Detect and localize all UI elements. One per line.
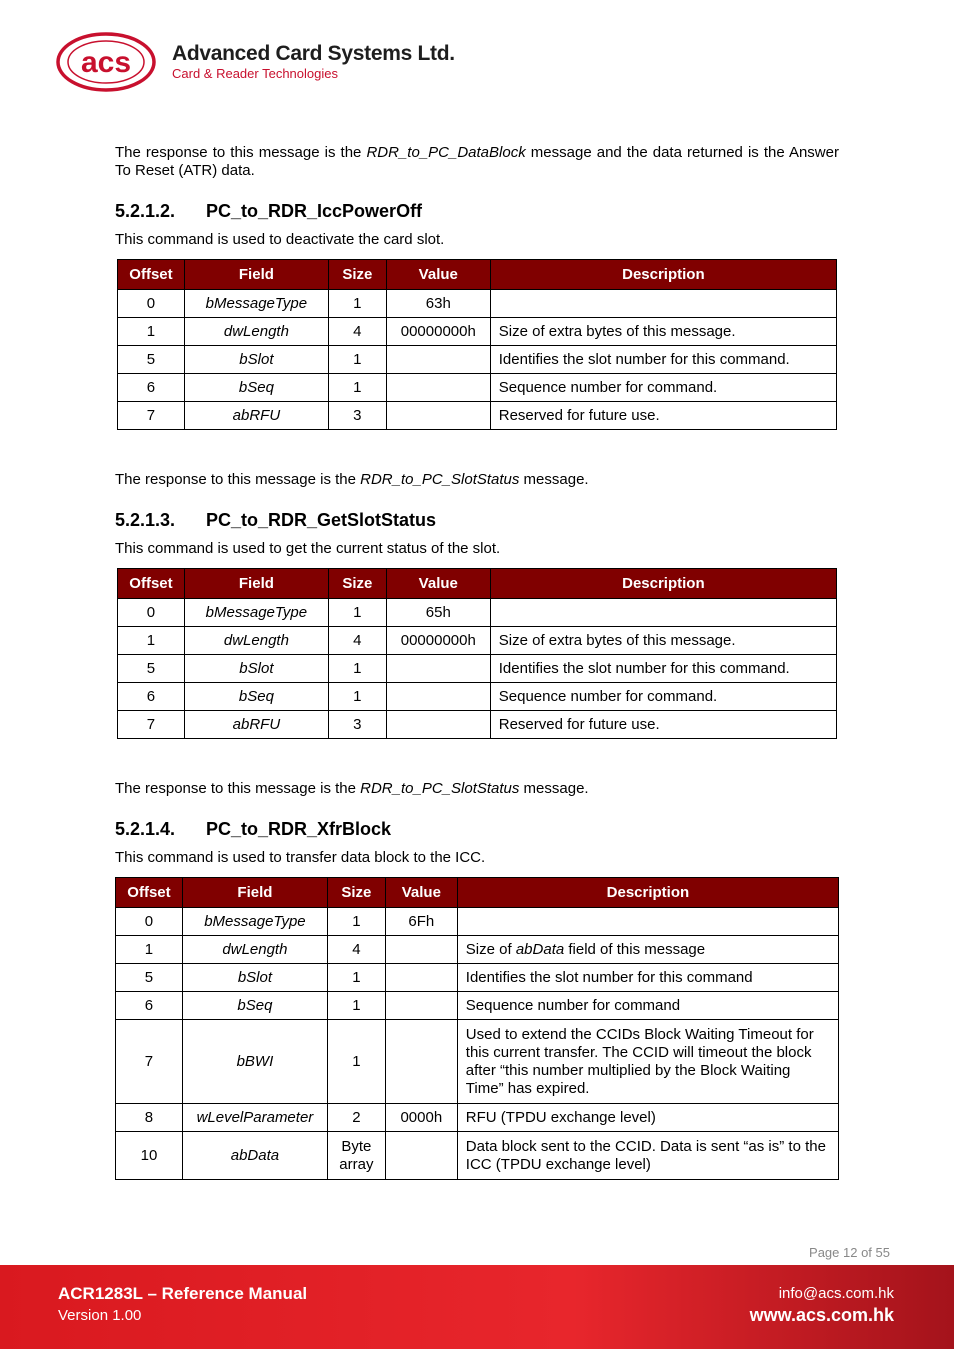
column-header: Value bbox=[386, 260, 490, 290]
size-cell: 1 bbox=[327, 992, 385, 1020]
description-cell: Size of abData field of this message bbox=[457, 936, 838, 964]
size-cell: 4 bbox=[328, 318, 386, 346]
table-row bbox=[118, 346, 837, 374]
offset-cell: 1 bbox=[118, 318, 185, 346]
description-cell: Used to extend the CCIDs Block Waiting Timeout for this current transfer. The CCID will timeout the block after “this number multiplied by the Block Waiting Time” has expired. bbox=[457, 1020, 838, 1104]
field-cell: bMessageType bbox=[184, 599, 328, 627]
column-header: Value bbox=[386, 569, 490, 599]
table-row bbox=[118, 627, 837, 655]
column-header: Size bbox=[327, 878, 385, 908]
size-cell: 1 bbox=[328, 655, 386, 683]
contact-email-link[interactable]: info@acs.com.hk bbox=[778, 1285, 894, 1302]
value-cell bbox=[386, 711, 490, 739]
column-header: Offset bbox=[118, 569, 185, 599]
size-cell: 1 bbox=[327, 908, 385, 936]
description-cell bbox=[490, 290, 836, 318]
column-header: Description bbox=[490, 260, 836, 290]
size-cell: 4 bbox=[327, 936, 385, 964]
table-row bbox=[118, 683, 837, 711]
size-cell: 1 bbox=[328, 599, 386, 627]
offset-cell: 10 bbox=[116, 1132, 183, 1180]
size-cell: 2 bbox=[327, 1104, 385, 1132]
field-cell: bSlot bbox=[184, 655, 328, 683]
size-cell: 4 bbox=[328, 627, 386, 655]
value-cell bbox=[386, 683, 490, 711]
table-header-row bbox=[118, 260, 837, 290]
table-row bbox=[116, 964, 839, 992]
section-heading: 5.2.1.3. PC_to_RDR_GetSlotStatus bbox=[115, 510, 437, 530]
offset-cell: 7 bbox=[116, 1020, 183, 1104]
table-row bbox=[116, 936, 839, 964]
svg-text:acs: acs bbox=[80, 46, 132, 79]
command-table bbox=[115, 877, 839, 1180]
intro-paragraph: The response to this message is the RDR_to_PC_DataBlock message and the data returned is the Answer To Reset (ATR) data. bbox=[115, 144, 839, 179]
company-name: Advanced Card Systems Ltd. bbox=[172, 42, 455, 65]
column-header: Size bbox=[328, 260, 386, 290]
value-cell: 00000000h bbox=[386, 318, 490, 346]
value-cell bbox=[386, 346, 490, 374]
field-cell: bBWI bbox=[182, 1020, 327, 1104]
table-row bbox=[118, 711, 837, 739]
size-cell: 1 bbox=[327, 964, 385, 992]
column-header: Description bbox=[457, 878, 838, 908]
description-cell: Data block sent to the CCID. Data is sent “as is” to the ICC (TPDU exchange level) bbox=[457, 1132, 838, 1180]
field-cell: bMessageType bbox=[184, 290, 328, 318]
description-cell: Reserved for future use. bbox=[490, 711, 836, 739]
column-header: Size bbox=[328, 569, 386, 599]
offset-cell: 6 bbox=[116, 992, 183, 1020]
field-cell: bMessageType bbox=[182, 908, 327, 936]
command-table bbox=[117, 259, 837, 430]
field-cell: bSeq bbox=[184, 374, 328, 402]
column-header: Value bbox=[385, 878, 457, 908]
description-cell bbox=[490, 599, 836, 627]
command-table bbox=[117, 568, 837, 739]
field-cell: abData bbox=[182, 1132, 327, 1180]
field-cell: dwLength bbox=[184, 627, 328, 655]
table-row bbox=[118, 402, 837, 430]
value-cell bbox=[386, 402, 490, 430]
section-description: This command is used to transfer data block to the ICC. bbox=[115, 849, 486, 866]
offset-cell: 5 bbox=[118, 346, 185, 374]
size-cell: 1 bbox=[328, 290, 386, 318]
value-cell bbox=[385, 1132, 457, 1180]
size-cell: Byte array bbox=[327, 1132, 385, 1180]
table-row bbox=[118, 318, 837, 346]
offset-cell: 5 bbox=[118, 655, 185, 683]
value-cell bbox=[386, 655, 490, 683]
description-cell: Size of extra bytes of this message. bbox=[490, 627, 836, 655]
website-link[interactable]: www.acs.com.hk bbox=[749, 1305, 894, 1325]
offset-cell: 8 bbox=[116, 1104, 183, 1132]
table-header-row bbox=[116, 878, 839, 908]
value-cell bbox=[385, 1020, 457, 1104]
field-cell: dwLength bbox=[184, 318, 328, 346]
page-number: Page 12 of 55 bbox=[809, 1245, 890, 1260]
field-cell: bSlot bbox=[184, 346, 328, 374]
field-cell: dwLength bbox=[182, 936, 327, 964]
table-header-row bbox=[118, 569, 837, 599]
column-header: Offset bbox=[116, 878, 183, 908]
description-cell: Identifies the slot number for this command. bbox=[490, 346, 836, 374]
response-paragraph: The response to this message is the RDR_to_PC_SlotStatus message. bbox=[115, 780, 589, 797]
table-row bbox=[116, 1104, 839, 1132]
value-cell bbox=[385, 936, 457, 964]
value-cell: 0000h bbox=[385, 1104, 457, 1132]
offset-cell: 0 bbox=[116, 908, 183, 936]
column-header: Field bbox=[182, 878, 327, 908]
acs-logo-icon bbox=[55, 30, 159, 94]
value-cell: 00000000h bbox=[386, 627, 490, 655]
offset-cell: 7 bbox=[118, 711, 185, 739]
table-row bbox=[116, 908, 839, 936]
description-cell: Identifies the slot number for this command bbox=[457, 964, 838, 992]
field-cell: bSlot bbox=[182, 964, 327, 992]
description-cell: Identifies the slot number for this command. bbox=[490, 655, 836, 683]
page-footer bbox=[0, 1265, 954, 1349]
table-row bbox=[118, 290, 837, 318]
column-header: Offset bbox=[118, 260, 185, 290]
document-version: Version 1.00 bbox=[58, 1307, 142, 1324]
size-cell: 3 bbox=[328, 402, 386, 430]
offset-cell: 1 bbox=[116, 936, 183, 964]
section-heading: 5.2.1.4. PC_to_RDR_XfrBlock bbox=[115, 819, 392, 839]
column-header: Field bbox=[184, 260, 328, 290]
value-cell bbox=[386, 374, 490, 402]
company-logo bbox=[55, 30, 475, 94]
field-cell: wLevelParameter bbox=[182, 1104, 327, 1132]
description-cell: Reserved for future use. bbox=[490, 402, 836, 430]
column-header: Description bbox=[490, 569, 836, 599]
offset-cell: 5 bbox=[116, 964, 183, 992]
company-tagline: Card & Reader Technologies bbox=[172, 66, 338, 81]
response-paragraph: The response to this message is the RDR_to_PC_SlotStatus message. bbox=[115, 471, 589, 488]
value-cell: 65h bbox=[386, 599, 490, 627]
document-title: ACR1283L – Reference Manual bbox=[58, 1284, 308, 1303]
table-row bbox=[118, 599, 837, 627]
field-cell: bSeq bbox=[184, 683, 328, 711]
field-cell: bSeq bbox=[182, 992, 327, 1020]
offset-cell: 1 bbox=[118, 627, 185, 655]
table-row bbox=[116, 992, 839, 1020]
section-description: This command is used to get the current status of the slot. bbox=[115, 540, 501, 557]
offset-cell: 6 bbox=[118, 683, 185, 711]
description-cell: Sequence number for command. bbox=[490, 683, 836, 711]
size-cell: 1 bbox=[328, 683, 386, 711]
size-cell: 1 bbox=[327, 1020, 385, 1104]
value-cell bbox=[385, 964, 457, 992]
value-cell: 63h bbox=[386, 290, 490, 318]
offset-cell: 0 bbox=[118, 290, 185, 318]
description-cell bbox=[457, 908, 838, 936]
size-cell: 1 bbox=[328, 374, 386, 402]
table-row bbox=[116, 1132, 839, 1180]
table-row bbox=[116, 1020, 839, 1104]
offset-cell: 6 bbox=[118, 374, 185, 402]
field-cell: abRFU bbox=[184, 402, 328, 430]
table-row bbox=[118, 655, 837, 683]
size-cell: 3 bbox=[328, 711, 386, 739]
description-cell: RFU (TPDU exchange level) bbox=[457, 1104, 838, 1132]
value-cell: 6Fh bbox=[385, 908, 457, 936]
table-row bbox=[118, 374, 837, 402]
field-cell: abRFU bbox=[184, 711, 328, 739]
description-cell: Sequence number for command bbox=[457, 992, 838, 1020]
value-cell bbox=[385, 992, 457, 1020]
section-description: This command is used to deactivate the card slot. bbox=[115, 231, 445, 248]
size-cell: 1 bbox=[328, 346, 386, 374]
offset-cell: 0 bbox=[118, 599, 185, 627]
section-heading: 5.2.1.2. PC_to_RDR_IccPowerOff bbox=[115, 201, 423, 221]
offset-cell: 7 bbox=[118, 402, 185, 430]
description-cell: Size of extra bytes of this message. bbox=[490, 318, 836, 346]
column-header: Field bbox=[184, 569, 328, 599]
description-cell: Sequence number for command. bbox=[490, 374, 836, 402]
